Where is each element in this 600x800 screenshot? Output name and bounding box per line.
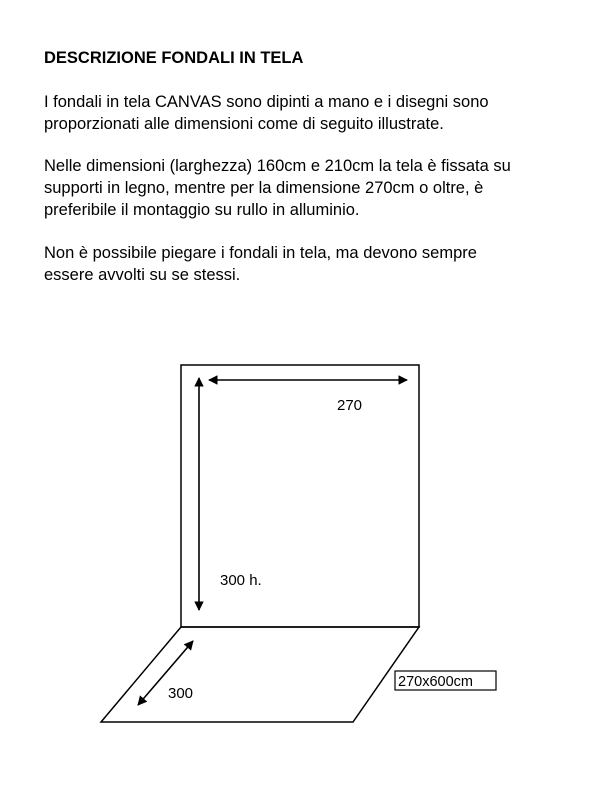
backdrop-panel (181, 365, 419, 627)
text-line: essere avvolti su se stessi. (44, 266, 241, 284)
size-box-label: 270x600cm (398, 674, 473, 690)
height-label: 300 h. (220, 572, 262, 589)
text-line: Non è possibile piegare i fondali in tela, ma devono sempre (44, 244, 477, 262)
floor-depth-label: 300 (168, 685, 194, 702)
text-line: proporzionati alle dimensioni come di seguito illustrate. (44, 115, 444, 133)
floor-sweep (101, 627, 419, 722)
text-line: I fondali in tela CANVAS sono dipinti a mano e i disegni sono (44, 93, 489, 111)
text-line: preferibile il montaggio su rullo in alluminio. (44, 201, 360, 219)
document-title: DESCRIZIONE FONDALI IN TELA (44, 49, 304, 67)
text-line: supporti in legno, mentre per la dimensione 270cm o oltre, è (44, 179, 484, 197)
text-line: Nelle dimensioni (larghezza) 160cm e 210cm la tela è fissata su (44, 157, 511, 175)
width-label: 270 (337, 397, 363, 414)
